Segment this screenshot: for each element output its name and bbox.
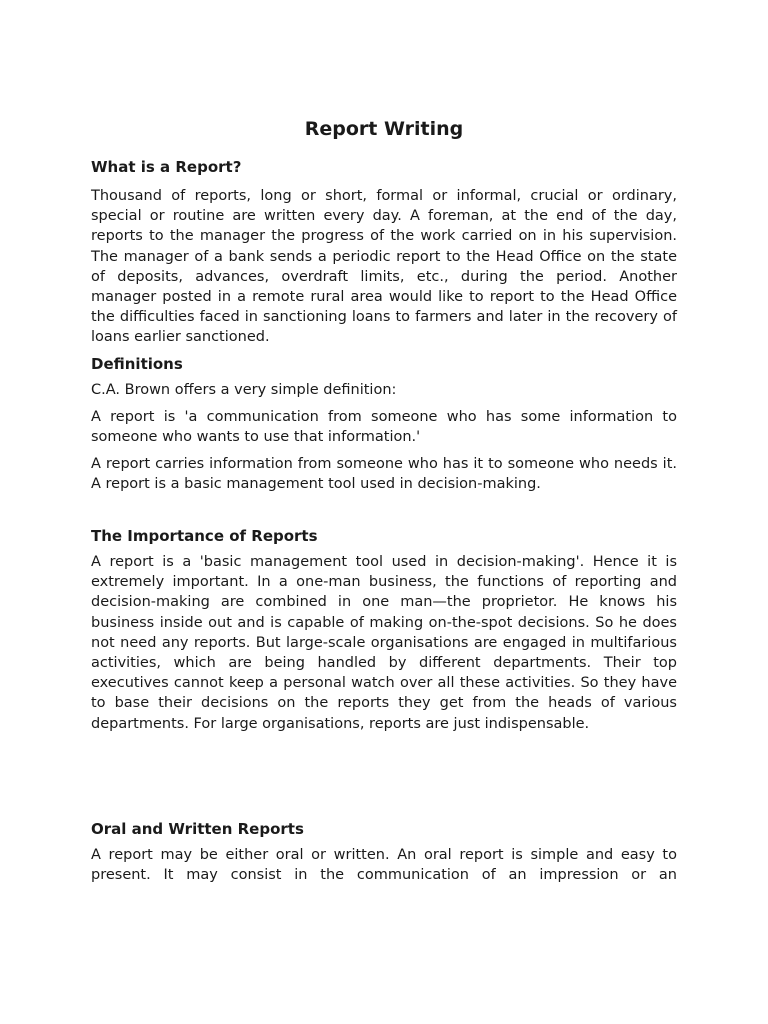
heading-definitions: Definitions <box>91 355 183 373</box>
paragraph-importance-of-reports: A report is a 'basic management tool used in decision-making'. Hence it is extremely important. In a one-man business, the functions of reporting and decision-making are combined in one man—the proprietor. He knows his business inside out and is capable of making on-the-spot decisions. So he does not need any reports. But large-scale organisations are engaged in multifarious activities, which are being handled by different departments. Their top executives cannot keep a personal watch over all these activities. So they have to base their decisions on the reports they get from the heads of various departments. For large organisations, reports are just indispensable. <box>91 554 677 732</box>
paragraph-oral-and-written-reports: A report may be either oral or written. An oral report is simple and easy to present. It may consist in the communication of an impression or an <box>91 847 677 884</box>
document-title: Report Writing <box>304 118 464 140</box>
heading-what-is-a-report: What is a Report? <box>91 158 242 176</box>
heading-importance-of-reports: The Importance of Reports <box>91 527 318 545</box>
paragraph-definition-summary: A report carries information from someone who has it to someone who needs it. A report is a basic management tool used in decision-making. <box>91 456 677 493</box>
paragraph-definition-quote: A report is 'a communication from someone who has some information to someone who wants to use that information.' <box>91 409 677 446</box>
paragraph-definition-intro: C.A. Brown offers a very simple definition: <box>91 382 397 398</box>
paragraph-what-is-a-report: Thousand of reports, long or short, formal or informal, crucial or ordinary, special or routine are written every day. A foreman, at the end of the day, reports to the manager the progress of the work carried on in his supervision. The manager of a bank sends a periodic report to the Head Office on the state of deposits, advances, overdraft limits, etc., during the period. Another manager posted in a remote rural area would like to report to the Head Office the difficulties faced in sanctioning loans to farmers and later in the recovery of loans earlier sanctioned. <box>91 188 677 346</box>
heading-oral-and-written-reports: Oral and Written Reports <box>91 820 304 838</box>
